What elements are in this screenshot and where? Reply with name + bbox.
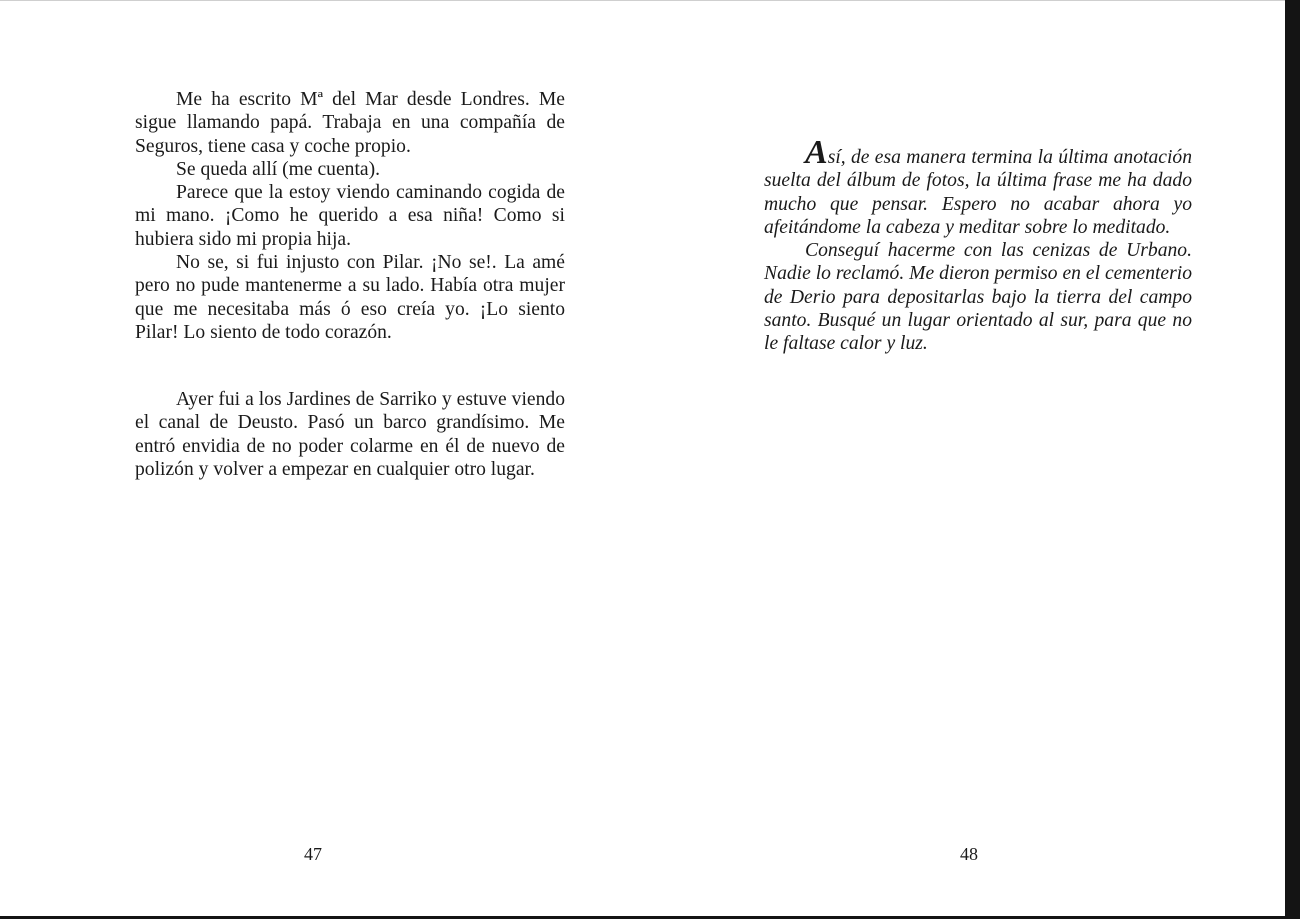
right-page-text [764, 134, 1192, 356]
paragraph: Conseguí hacerme con las cenizas de Urbano. Nadie lo reclamó. Me dieron permiso en el cementerio de Derio para depositarlas bajo la tierra del campo santo. Busqué un lugar orientado al sur, para que no le faltase calor y luz. [764, 240, 1192, 355]
left-page-second-entry [135, 388, 565, 481]
top-scan-edge [0, 0, 1300, 1]
paragraph: No se, si fui injusto con Pilar. ¡No se!. La amé pero no pude mantenerme a su lado. Había otra mujer que me necesitaba más ó eso creía yo. ¡Lo siento Pilar! Lo siento de todo corazón. [135, 252, 565, 343]
page-number-right: 48 [960, 844, 978, 864]
paragraph: Ayer fui a los Jardines de Sarriko y estuve viendo el canal de Deusto. Pasó un barco grandísimo. Me entró envidia de no poder colarme en él de nuevo de polizón y volver a empezar en cualquier otro lugar. [135, 389, 565, 480]
paragraph: Parece que la estoy viendo caminando cogida de mi mano. ¡Como he querido a esa niña! Como si hubiera sido mi propia hija. [135, 182, 565, 250]
paragraph: Me ha escrito Mª del Mar desde Londres. Me sigue llamando papá. Trabaja en una compañía de Seguros, tiene casa y coche propio. [135, 89, 565, 157]
paragraph: Se queda allí (me cuenta). [176, 158, 381, 180]
page-number-left: 47 [304, 844, 322, 864]
paragraph-with-dropcap [764, 134, 1192, 239]
scan-border-right [1285, 0, 1300, 919]
left-page-text [135, 88, 565, 344]
paragraph-rest: sí, de esa manera termina la última anotación suelta del álbum de fotos, la última frase me ha dado mucho que pensar. Espero no acabar ahora yo afeitándome la cabeza y meditar sobre lo meditado. [764, 147, 1192, 238]
drop-cap: A [805, 134, 828, 171]
